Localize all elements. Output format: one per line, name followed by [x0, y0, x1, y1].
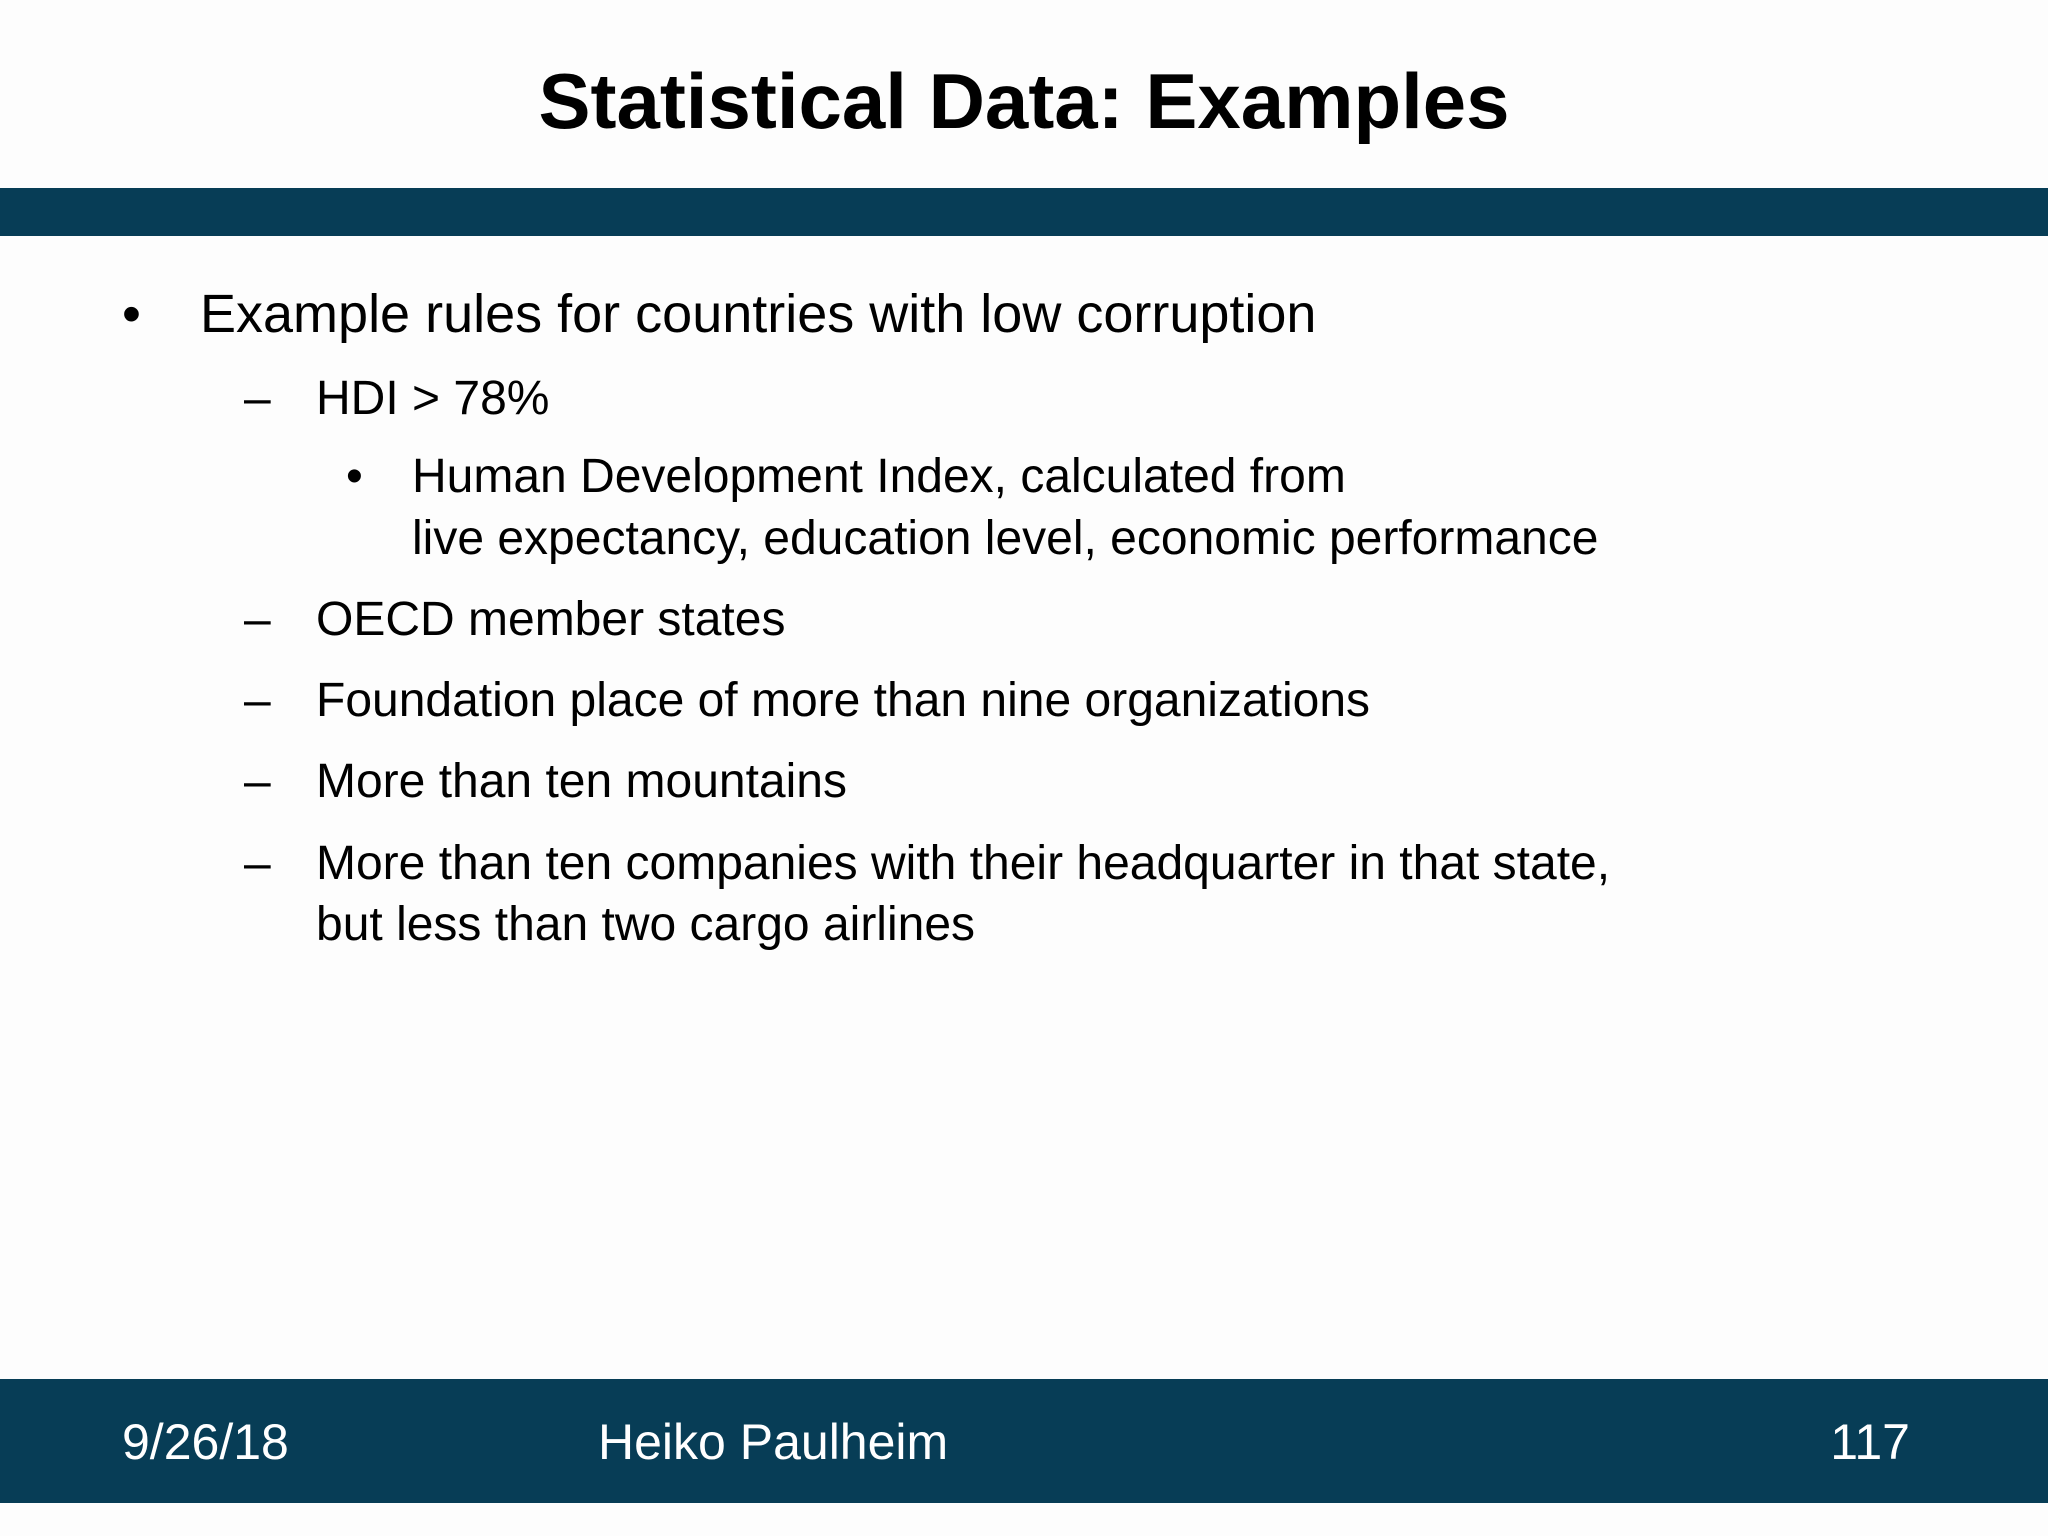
bullet-text-hdi: HDI > 78% [316, 372, 550, 425]
dash-marker: – [244, 674, 271, 727]
bullet-text-foundation-place: Foundation place of more than nine organizations [316, 674, 1371, 727]
slide-title: Statistical Data: Examples [538, 57, 1510, 145]
bullet-text-companies-line1: More than ten companies with their headquarter in that state, [316, 837, 1611, 890]
dash-marker: – [244, 593, 271, 646]
bottom-strip [0, 1503, 2048, 1536]
bullet-text-hdi-definition-line1: Human Development Index, calculated from [412, 450, 1346, 503]
bullet-text-hdi-definition-line2: live expectancy, education level, economic performance [412, 512, 1599, 565]
footer-date: 9/26/18 [122, 1414, 289, 1470]
bullet-marker: • [122, 284, 141, 344]
dash-marker: – [244, 372, 271, 425]
bullet-text-companies-line2: but less than two cargo airlines [316, 898, 976, 951]
dash-marker: – [244, 837, 271, 890]
footer-author: Heiko Paulheim [598, 1414, 949, 1470]
footer-page-number: 117 [1830, 1414, 1910, 1470]
header-bar [0, 188, 2048, 236]
bullet-marker: • [346, 450, 363, 503]
footer-bar [0, 1379, 2048, 1503]
dash-marker: – [244, 755, 271, 808]
bullet-text-mountains: More than ten mountains [316, 755, 847, 808]
bullet-text-oecd: OECD member states [316, 593, 786, 646]
bullet-text-low-corruption: Example rules for countries with low corruption [200, 284, 1317, 344]
